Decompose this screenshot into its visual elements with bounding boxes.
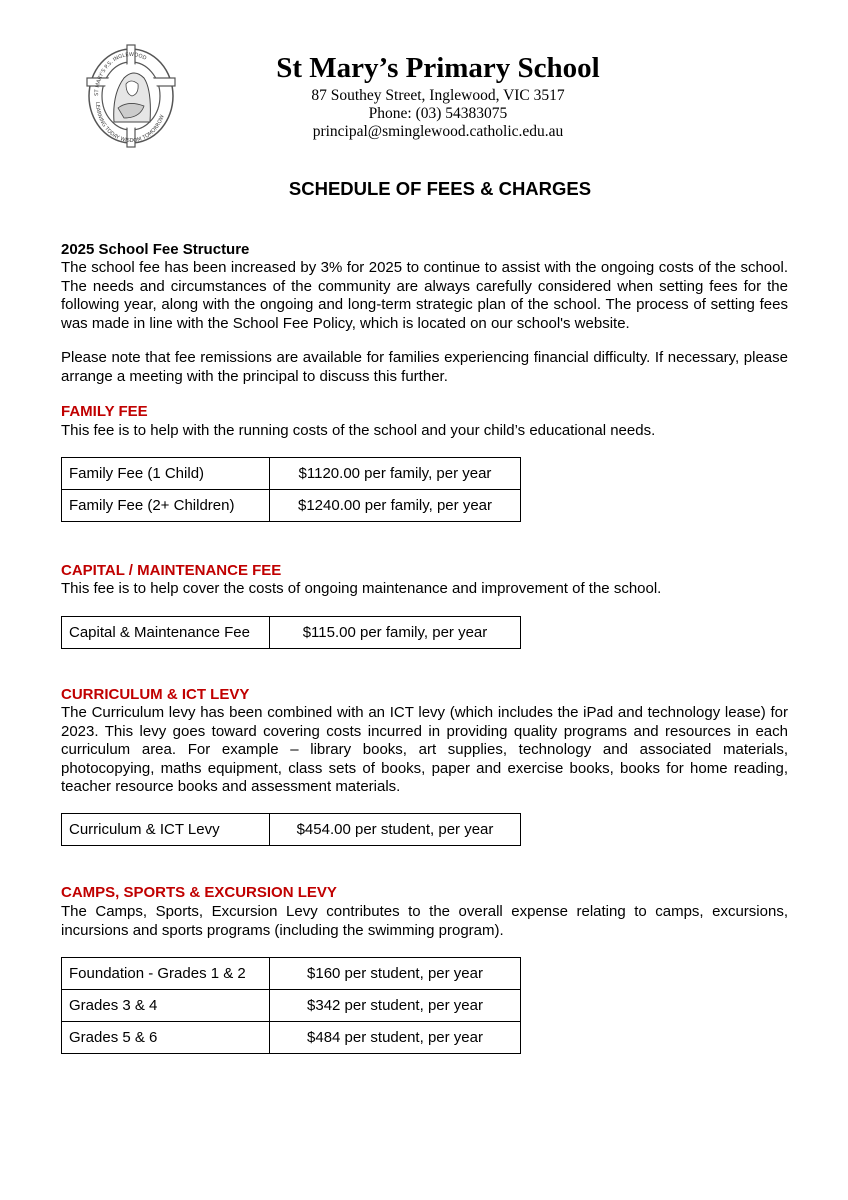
- fee-amount: $115.00 per family, per year: [270, 617, 521, 649]
- camps-levy-table: [61, 957, 521, 1054]
- table-row: [62, 458, 521, 490]
- curriculum-levy-table: [61, 813, 521, 846]
- fee-amount: $342 per student, per year: [270, 990, 521, 1022]
- fee-amount: $454.00 per student, per year: [270, 814, 521, 846]
- remissions-paragraph: Please note that fee remissions are available for families experiencing financial difficulty. If necessary, please arrange a meeting with the principal to discuss this further.: [61, 349, 788, 385]
- fee-amount: $1120.00 per family, per year: [270, 458, 521, 490]
- curriculum-levy-description: The Curriculum levy has been combined with an ICT levy (which includes the iPad and technology lease) for 2023. This levy goes toward covering costs incurred in providing quality programs and resources in each curriculum area. For example – library books, art supplies, technology and associated materials, photocopying, maths equipment, class sets of books, paper and exercise books, books for home reading, teacher resource books and assessment materials.: [61, 704, 788, 796]
- fee-label: Family Fee (2+ Children): [62, 490, 270, 522]
- family-fee-table: [61, 457, 521, 522]
- fee-label: Grades 3 & 4: [62, 990, 270, 1022]
- fee-label: Family Fee (1 Child): [62, 458, 270, 490]
- table-row: [62, 990, 521, 1022]
- camps-levy-heading: CAMPS, SPORTS & EXCURSION LEVY: [61, 884, 337, 901]
- capital-fee-table: [61, 616, 521, 649]
- fee-amount: $484 per student, per year: [270, 1022, 521, 1054]
- fee-structure-heading: 2025 School Fee Structure: [61, 241, 250, 258]
- school-logo: [84, 44, 178, 148]
- camps-levy-description: The Camps, Sports, Excursion Levy contributes to the overall expense relating to camps, excursions, incursions and sports programs (including the swimming program).: [61, 903, 788, 939]
- table-row: [62, 617, 521, 649]
- capital-fee-heading: CAPITAL / MAINTENANCE FEE: [61, 562, 282, 579]
- fee-label: Capital & Maintenance Fee: [62, 617, 270, 649]
- school-address: 87 Southey Street, Inglewood, VIC 3517: [311, 87, 565, 104]
- school-name: St Mary’s Primary School: [276, 52, 600, 84]
- fee-label: Curriculum & ICT Levy: [62, 814, 270, 846]
- fee-amount: $160 per student, per year: [270, 958, 521, 990]
- fee-amount: $1240.00 per family, per year: [270, 490, 521, 522]
- logo-ring-top-text: ST MARY'S P.S. INGLEWOOD: [93, 51, 148, 97]
- fee-structure-paragraph: The school fee has been increased by 3% for 2025 to continue to assist with the ongoing costs of the school. The needs and circumstances of the community are always carefully considered when setting fees for the following year, along with the ongoing and long-term strategic plan of the school. The process of setting fees was made in line with the School Fee Policy, which is located on our school's website.: [61, 259, 788, 332]
- school-phone: Phone: (03) 54383075: [368, 105, 508, 122]
- table-row: [62, 958, 521, 990]
- capital-fee-description: This fee is to help cover the costs of ongoing maintenance and improvement of the school.: [61, 580, 662, 597]
- fee-label: Grades 5 & 6: [62, 1022, 270, 1054]
- family-fee-heading: FAMILY FEE: [61, 403, 148, 420]
- school-email: principal@sminglewood.catholic.edu.au: [312, 123, 564, 140]
- logo-ring-bottom-text: LEARNING TODAY WISDOM TOMORROW: [93, 101, 166, 145]
- document-title: SCHEDULE OF FEES & CHARGES: [288, 178, 592, 199]
- table-row: [62, 490, 521, 522]
- table-row: [62, 814, 521, 846]
- family-fee-description: This fee is to help with the running costs of the school and your child’s educational needs.: [61, 422, 656, 439]
- fee-label: Foundation - Grades 1 & 2: [62, 958, 270, 990]
- table-row: [62, 1022, 521, 1054]
- curriculum-levy-heading: CURRICULUM & ICT LEVY: [61, 686, 250, 703]
